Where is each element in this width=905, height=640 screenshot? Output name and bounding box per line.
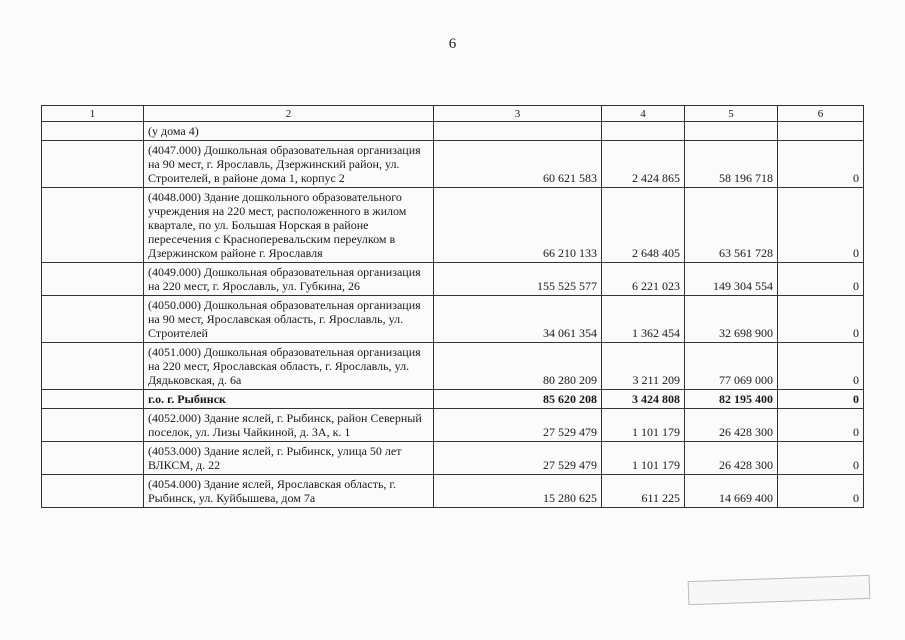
table-row — [42, 122, 864, 141]
cell-col6: 0 — [778, 141, 864, 188]
cell-total — [434, 122, 602, 141]
cell-col4: 1 101 179 — [602, 442, 685, 475]
table-row-subtotal — [42, 390, 864, 409]
page-number: 6 — [448, 36, 457, 52]
cell-col4: 3 424 808 — [602, 390, 685, 409]
cell-col5: 63 561 728 — [685, 188, 778, 263]
cell-col5: 14 669 400 — [685, 475, 778, 508]
cell-index — [42, 122, 144, 141]
cell-col5: 26 428 300 — [685, 442, 778, 475]
cell-col4: 611 225 — [602, 475, 685, 508]
table-row — [42, 141, 864, 188]
cell-description: (4051.000) Дошкольная образовательная организация на 220 мест, Ярославская область, г. Ярославль, ул. Дядьковская, д. 6а — [144, 343, 434, 390]
cell-index — [42, 442, 144, 475]
cell-col5: 77 069 000 — [685, 343, 778, 390]
table-row — [42, 409, 864, 442]
cell-col5: 149 304 554 — [685, 263, 778, 296]
cell-description: (4052.000) Здание яслей, г. Рыбинск, район Северный поселок, ул. Лизы Чайкиной, д. 3А, к. 1 — [144, 409, 434, 442]
table-row — [42, 475, 864, 508]
table-row — [42, 188, 864, 263]
cell-total: 34 061 354 — [434, 296, 602, 343]
cell-total: 85 620 208 — [434, 390, 602, 409]
cell-index — [42, 141, 144, 188]
table-row — [42, 296, 864, 343]
column-header-1: 1 — [42, 106, 144, 122]
table-row — [42, 343, 864, 390]
cell-total: 155 525 577 — [434, 263, 602, 296]
cell-description: (4053.000) Здание яслей, г. Рыбинск, улица 50 лет ВЛКСМ, д. 22 — [144, 442, 434, 475]
cell-col5: 32 698 900 — [685, 296, 778, 343]
cell-description: (4047.000) Дошкольная образовательная организация на 90 мест, г. Ярославль, Дзержинский район, ул. Строителей, в районе дома 1, корпус 2 — [144, 141, 434, 188]
cell-col4: 2 424 865 — [602, 141, 685, 188]
cell-col6: 0 — [778, 188, 864, 263]
cell-index — [42, 475, 144, 508]
cell-index — [42, 409, 144, 442]
cell-total: 15 280 625 — [434, 475, 602, 508]
cell-total: 27 529 479 — [434, 442, 602, 475]
cell-col5: 82 195 400 — [685, 390, 778, 409]
cell-col6 — [778, 122, 864, 141]
cell-index — [42, 343, 144, 390]
cell-col4: 3 211 209 — [602, 343, 685, 390]
faded-stamp — [688, 575, 871, 605]
cell-index — [42, 188, 144, 263]
cell-col4: 2 648 405 — [602, 188, 685, 263]
cell-description: г.о. г. Рыбинск — [144, 390, 434, 409]
cell-description: (4048.000) Здание дошкольного образовательного учреждения на 220 мест, расположенного в жилом квартале, по ул. Большая Норская в районе пересечения с Красноперевальским переулком в Дзержинском районе г. Ярославля — [144, 188, 434, 263]
cell-col6: 0 — [778, 475, 864, 508]
column-header-2: 2 — [144, 106, 434, 122]
column-header-3: 3 — [434, 106, 602, 122]
cell-col6: 0 — [778, 390, 864, 409]
table-row — [42, 442, 864, 475]
cell-total: 66 210 133 — [434, 188, 602, 263]
cell-col6: 0 — [778, 409, 864, 442]
cell-total: 60 621 583 — [434, 141, 602, 188]
cell-col6: 0 — [778, 343, 864, 390]
cell-total: 80 280 209 — [434, 343, 602, 390]
cell-total: 27 529 479 — [434, 409, 602, 442]
cell-col6: 0 — [778, 296, 864, 343]
table-row — [42, 263, 864, 296]
table-header-row — [42, 106, 864, 122]
cell-description: (4049.000) Дошкольная образовательная организация на 220 мест, г. Ярославль, ул. Губкина, 26 — [144, 263, 434, 296]
cell-col4: 6 221 023 — [602, 263, 685, 296]
column-header-4: 4 — [602, 106, 685, 122]
cell-col5: 58 196 718 — [685, 141, 778, 188]
cell-col4: 1 362 454 — [602, 296, 685, 343]
cell-description: (4050.000) Дошкольная образовательная организация на 90 мест, Ярославская область, г. Ярославль, ул. Строителей — [144, 296, 434, 343]
column-header-5: 5 — [685, 106, 778, 122]
cell-col4: 1 101 179 — [602, 409, 685, 442]
cell-index — [42, 390, 144, 409]
cell-col5: 26 428 300 — [685, 409, 778, 442]
column-header-6: 6 — [778, 106, 864, 122]
budget-table — [41, 105, 864, 508]
cell-index — [42, 296, 144, 343]
cell-description: (у дома 4) — [144, 122, 434, 141]
cell-description: (4054.000) Здание яслей, Ярославская область, г. Рыбинск, ул. Куйбышева, дом 7а — [144, 475, 434, 508]
cell-col4 — [602, 122, 685, 141]
cell-col6: 0 — [778, 263, 864, 296]
cell-index — [42, 263, 144, 296]
cell-col6: 0 — [778, 442, 864, 475]
cell-col5 — [685, 122, 778, 141]
